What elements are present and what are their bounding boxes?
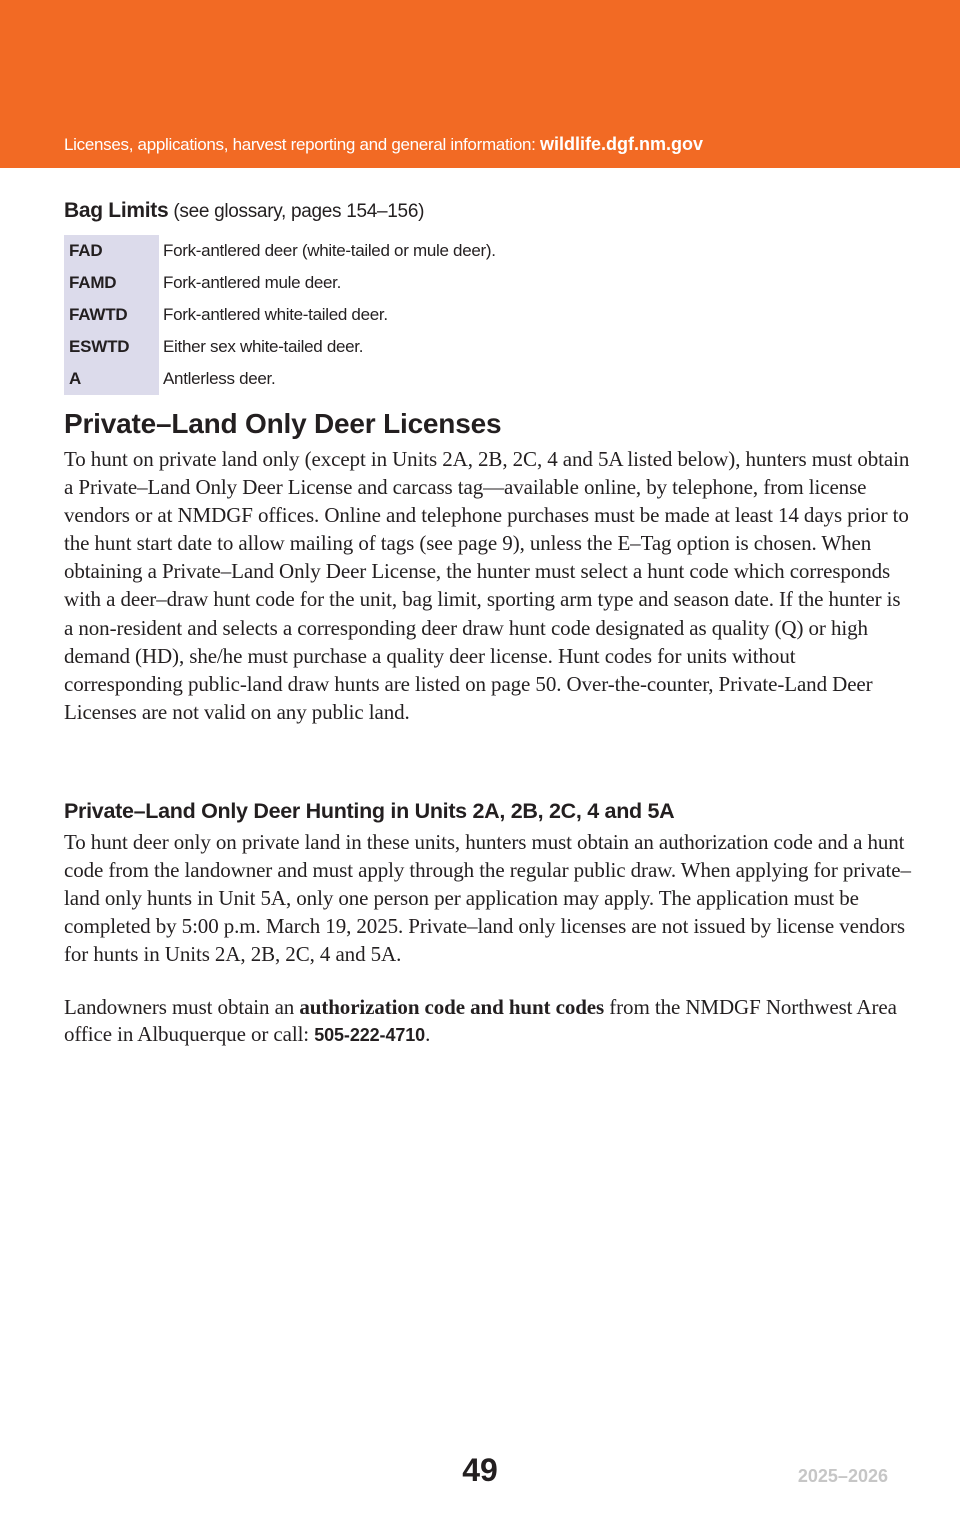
bag-limit-row [64, 235, 644, 267]
bag-limit-row [64, 331, 644, 363]
section-body-private-land-hunting-units: To hunt deer only on private land in these units, hunters must obtain an authorization code and a hunt code from the landowner and must apply through the regular public draw. When applying for private–land only hunts in Unit 5A, only one person per application may apply. The application must be completed by 5:00 p.m. March 19, 2025. Private–land only licenses are not issued by license vendors for hunts in Units 2A, 2B, 2C, 4 and 5A. [64, 830, 911, 967]
bag-limits-table [64, 235, 644, 395]
header-text: Licenses, applications, harvest reporting and general information: [64, 135, 541, 154]
section-title-private-land-hunting-units: Private–Land Only Deer Hunting in Units 2A, 2B, 2C, 4 and 5A [64, 799, 675, 823]
landowners-suffix: from the NMDGF Northwest Area office in Albuquerque or call: [64, 995, 897, 1046]
phone-number[interactable]: 505-222-4710 [314, 1025, 426, 1045]
bag-limit-row [64, 363, 644, 395]
footer-year: 2025–2026 [797, 1466, 888, 1486]
header-banner [0, 0, 960, 168]
bag-limit-row [64, 299, 644, 331]
bag-limit-code: A [64, 363, 159, 395]
section-title-private-land-licenses: Private–Land Only Deer Licenses [64, 408, 502, 439]
bag-limits-title: Bag Limits [64, 199, 169, 222]
bag-limit-description: Fork-antlered white-tailed deer. [163, 305, 388, 324]
landowners-period: . [425, 1022, 431, 1046]
bag-limit-code: FAWTD [64, 299, 159, 331]
bag-limit-description: Either sex white-tailed deer. [163, 337, 364, 356]
bag-limit-code: FAD [64, 235, 159, 267]
landowners-prefix: Landowners must obtain an [64, 995, 300, 1019]
bag-limits-note: (see glossary, pages 154–156) [168, 201, 425, 222]
page-number: 49 [462, 1452, 498, 1488]
landowners-bold: authorization code and hunt codes [299, 995, 605, 1019]
header-info-line [64, 134, 703, 155]
bag-limit-description: Fork-antlered deer (white-tailed or mule deer). [163, 241, 496, 260]
bag-limit-description: Antlerless deer. [163, 369, 276, 388]
bag-limit-description: Fork-antlered mule deer. [163, 273, 341, 292]
landowners-paragraph [64, 994, 914, 1049]
bag-limits-heading [64, 199, 424, 223]
bag-limit-code: FAMD [64, 267, 159, 299]
website-link[interactable]: wildlife.dgf.nm.gov [540, 134, 704, 154]
bag-limit-code: ESWTD [64, 331, 159, 363]
bag-limit-row [64, 267, 644, 299]
section-body-private-land-licenses: To hunt on private land only (except in Units 2A, 2B, 2C, 4 and 5A listed below), hunters must obtain a Private–Land Only Deer License and carcass tag—available online, by telephone, from license vendors or at NMDGF offices. Online and telephone purchases must be made at least 14 days prior to the hunt start date to allow mailing of tags (see page 9), unless the E–Tag option is chosen. When obtaining a Private–Land Only Deer License, the hunter must select a hunt code which corresponds with a deer–draw hunt code for the unit, bag limit, sporting arm type and season date. If the hunter is a non-resident and selects a corresponding deer draw hunt code designated as quality (Q) or high demand (HD), she/he must purchase a quality deer license. Hunt codes for units without corresponding public-land draw hunts are listed on page 50. Over-the-counter, Private-Land Deer Licenses are not valid on any public land. [64, 447, 910, 724]
